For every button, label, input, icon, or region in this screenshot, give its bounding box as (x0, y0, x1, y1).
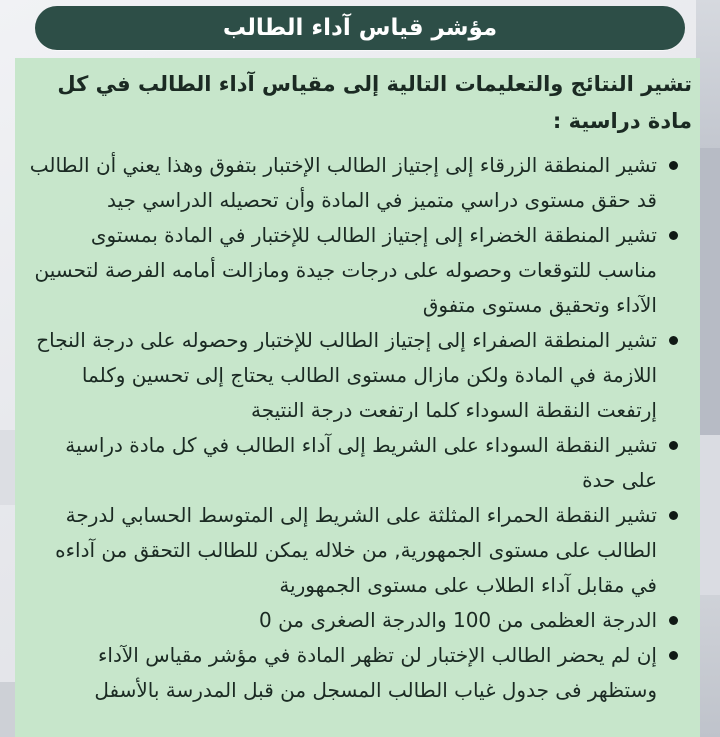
list-item-text: الدرجة العظمى من 100 والدرجة الصغرى من 0 (258, 608, 657, 632)
list-item-text: إن لم يحضر الطالب الإختبار لن تظهر المادة في مؤشر مقياس الآداء وستظهر فى جدول غياب الطالب المسجل من قبل المدرسة بالأسفل (94, 643, 657, 702)
bullet-icon (669, 441, 678, 450)
instructions-panel (15, 58, 700, 737)
list-item-text: تشير المنطقة الصفراء إلى إجتياز الطالب للإختبار وحصوله على درجة النجاح اللازمة في المادة ولكن مازال مستوى الطالب يحتاج إلى تحسين وكلما إرتفعت النقطة السوداء كلما ارتفعت درجة النتيجة (36, 328, 657, 422)
list-item (27, 498, 678, 603)
bullet-icon (669, 336, 678, 345)
list-item (27, 428, 678, 498)
list-item-text: تشير المنطقة الخضراء إلى إجتياز الطالب للإختبار في المادة بمستوى مناسب للتوقعات وحصوله على درجات جيدة ومازالت أمامه الفرصة لتحسين الآداء وتحقيق مستوى متفوق (34, 223, 657, 317)
intro-text: تشير النتائج والتعليمات التالية إلى مقياس آداء الطالب في كل مادة دراسية : (57, 72, 692, 133)
page-title-banner (35, 6, 685, 50)
page-title: مؤشر قياس آداء الطالب (222, 15, 498, 41)
bullet-icon (669, 161, 678, 170)
list-item (27, 218, 678, 323)
list-item-text: تشير المنطقة الزرقاء إلى إجتياز الطالب الإختبار بتفوق وهذا يعني أن الطالب قد حقق مستوى دراسي متميز في المادة وأن تحصيله الدراسي جيد (29, 153, 657, 212)
bullet-icon (669, 231, 678, 240)
instructions-list (27, 148, 692, 708)
background-band (0, 430, 15, 505)
list-item (27, 148, 678, 218)
list-item (27, 603, 678, 638)
bullet-icon (669, 616, 678, 625)
list-item (27, 323, 678, 428)
list-item-text: تشير النقطة الحمراء المثلثة على الشريط إلى المتوسط الحسابي لدرجة الطالب على مستوى الجمهورية, من خلاله يمكن للطالب التحقق من آداءه في مقابل آداء الطلاب على مستوى الجمهورية (55, 503, 657, 597)
list-item (27, 638, 678, 708)
bullet-icon (669, 511, 678, 520)
list-item-text: تشير النقطة السوداء على الشريط إلى آداء الطالب في كل مادة دراسية على حدة (65, 433, 657, 492)
bullet-icon (669, 651, 678, 660)
background-band (0, 682, 15, 737)
